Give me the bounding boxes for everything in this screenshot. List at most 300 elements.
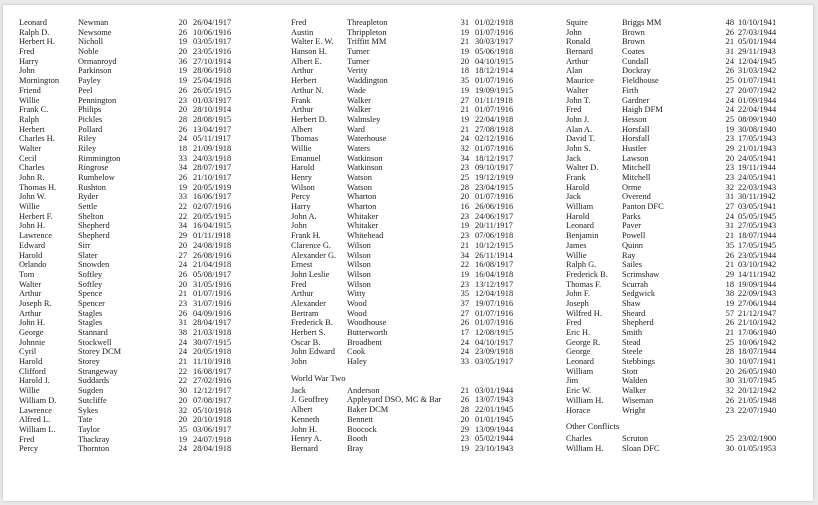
forename: Ralph bbox=[19, 114, 40, 124]
age: 22 bbox=[178, 366, 187, 376]
date-of-death: 18/07/1944 bbox=[738, 347, 777, 357]
age: 24 bbox=[178, 134, 187, 144]
name-entry bbox=[566, 405, 777, 416]
age: 26 bbox=[460, 395, 469, 405]
name-entry bbox=[566, 27, 777, 38]
age: 24 bbox=[725, 211, 734, 221]
name-entry bbox=[291, 95, 513, 106]
surname: Wilson bbox=[347, 250, 371, 260]
age: 33 bbox=[178, 192, 187, 202]
surname: Pickles bbox=[78, 114, 103, 124]
surname: Brown bbox=[622, 37, 645, 47]
surname: Haigh DFM bbox=[622, 105, 663, 115]
date-of-death: 01/07/1916 bbox=[475, 27, 514, 37]
surname: Stagles bbox=[78, 308, 103, 318]
date-of-death: 22/04/1944 bbox=[738, 105, 777, 115]
name-entry bbox=[291, 357, 514, 367]
name-entry bbox=[291, 279, 514, 290]
forename: Alan A. bbox=[566, 124, 593, 134]
date-of-death: 04/10/1915 bbox=[475, 56, 514, 66]
age: 24 bbox=[725, 105, 734, 115]
date-of-death: 03/10/1942 bbox=[738, 260, 777, 270]
surname: Baker DCM bbox=[347, 405, 389, 415]
surname: Wood bbox=[347, 298, 367, 308]
name-entry bbox=[566, 434, 777, 444]
date-of-death: 25/04/1918 bbox=[193, 76, 232, 86]
date-of-death: 19/09/1915 bbox=[475, 85, 514, 95]
date-of-death: 10/12/1915 bbox=[475, 240, 514, 250]
surname: Hustler bbox=[622, 143, 647, 153]
date-of-death: 05/06/1918 bbox=[475, 47, 514, 57]
date-of-death: 26/05/1915 bbox=[193, 85, 232, 95]
age: 26 bbox=[178, 27, 187, 37]
date-of-death: 26/05/1940 bbox=[738, 366, 777, 376]
age: 34 bbox=[178, 221, 187, 231]
surname: Walker bbox=[622, 386, 646, 396]
forename: William L. bbox=[19, 424, 56, 434]
age: 21 bbox=[725, 231, 734, 241]
forename: Fred bbox=[566, 318, 582, 328]
age: 27 bbox=[178, 250, 187, 260]
name-entry bbox=[291, 182, 514, 193]
surname: Witty bbox=[347, 289, 366, 299]
forename: Charles bbox=[566, 434, 592, 444]
surname: Wilson bbox=[347, 279, 371, 289]
forename: Cecil bbox=[19, 153, 37, 163]
surname: Steele bbox=[622, 347, 643, 357]
date-of-death: 27/08/1918 bbox=[475, 124, 514, 134]
surname: Wilson bbox=[347, 260, 371, 270]
age: 21 bbox=[178, 289, 187, 299]
forename: William H. bbox=[566, 395, 604, 405]
date-of-death: 03/05/1917 bbox=[475, 357, 514, 367]
date-of-death: 21/01/1943 bbox=[738, 143, 777, 153]
surname: Payley bbox=[78, 76, 101, 86]
forename: Harold bbox=[19, 250, 43, 260]
age: 21 bbox=[725, 328, 734, 337]
name-entry bbox=[291, 308, 514, 319]
age: 19 bbox=[460, 47, 469, 57]
forename: Thomas F. bbox=[566, 279, 602, 289]
name-entry bbox=[566, 298, 777, 309]
forename: Willie bbox=[19, 95, 40, 105]
age: 24 bbox=[725, 56, 734, 66]
date-of-death: 20/12/1942 bbox=[738, 386, 777, 396]
forename: John Leslie bbox=[291, 269, 330, 279]
forename: Arthur bbox=[566, 56, 589, 66]
surname: Boocock bbox=[347, 424, 377, 434]
forename: Harry bbox=[19, 56, 39, 66]
date-of-death: 17/05/1945 bbox=[738, 240, 777, 250]
name-entry bbox=[566, 308, 777, 319]
surname: Ringrose bbox=[78, 163, 109, 173]
age: 32 bbox=[725, 386, 734, 396]
surname: Whitaker bbox=[347, 211, 379, 221]
date-of-death: 05/05/1945 bbox=[738, 211, 777, 221]
date-of-death: 05/01/1944 bbox=[738, 37, 777, 47]
surname: Lawson bbox=[622, 153, 649, 163]
forename: Jack bbox=[566, 192, 581, 202]
age: 33 bbox=[460, 357, 469, 367]
surname: Riley bbox=[78, 143, 97, 153]
forename: Jack bbox=[291, 385, 306, 395]
date-of-death: 27/10/1914 bbox=[193, 56, 232, 66]
date-of-death: 26/06/1916 bbox=[475, 202, 514, 212]
surname: Wharton bbox=[347, 192, 377, 202]
age: 26 bbox=[725, 250, 734, 260]
age: 19 bbox=[178, 434, 187, 444]
date-of-death: 16/06/1917 bbox=[193, 192, 232, 202]
age: 19 bbox=[460, 269, 469, 279]
name-entry bbox=[566, 231, 777, 241]
date-of-death: 12/04/1918 bbox=[475, 289, 514, 299]
age: 27 bbox=[725, 202, 734, 212]
surname: Panton DFC bbox=[622, 202, 664, 212]
date-of-death: 21/10/1917 bbox=[193, 173, 232, 182]
surname: Sheard bbox=[622, 308, 646, 318]
age: 33 bbox=[178, 153, 187, 163]
surname: Woodhouse bbox=[347, 318, 387, 328]
forename: Charles bbox=[19, 163, 45, 173]
surname: Spence bbox=[78, 289, 103, 299]
date-of-death: 23/10/1943 bbox=[475, 443, 514, 453]
forename: Fred bbox=[291, 18, 307, 27]
forename: Herbert bbox=[291, 76, 317, 86]
date-of-death: 23/05/1944 bbox=[738, 250, 777, 260]
surname: Sloan DFC bbox=[622, 443, 660, 453]
forename: Frederick B. bbox=[566, 269, 608, 279]
surname: Sugden bbox=[78, 386, 104, 396]
date-of-death: 21/10/1942 bbox=[738, 318, 777, 328]
date-of-death: 12/12/1917 bbox=[193, 386, 232, 396]
surname: Overend bbox=[622, 192, 651, 202]
ww2-names-continued bbox=[566, 18, 777, 415]
date-of-death: 23/09/1918 bbox=[475, 347, 514, 357]
date-of-death: 18/12/1917 bbox=[475, 153, 514, 163]
age: 19 bbox=[460, 221, 469, 231]
date-of-death: 19/07/1916 bbox=[475, 298, 514, 308]
date-of-death: 16/04/1918 bbox=[475, 269, 514, 279]
forename: Harry bbox=[291, 202, 311, 212]
date-of-death: 31/07/1945 bbox=[738, 376, 777, 386]
age: 30 bbox=[725, 357, 734, 367]
date-of-death: 04/09/1916 bbox=[193, 308, 232, 318]
age: 34 bbox=[460, 250, 469, 260]
name-entry bbox=[291, 114, 514, 125]
date-of-death: 01/05/1953 bbox=[738, 443, 777, 453]
date-of-death: 27/02/1916 bbox=[193, 376, 232, 386]
age: 28 bbox=[460, 182, 469, 192]
forename: Herbert F. bbox=[19, 211, 53, 221]
surname: Sirr bbox=[78, 240, 91, 250]
surname: Mitchell bbox=[622, 173, 651, 182]
surname: Waterhouse bbox=[347, 134, 387, 144]
surname: Riley bbox=[78, 134, 97, 144]
surname: Fieldhouse bbox=[622, 76, 659, 86]
surname: Taylor bbox=[78, 424, 100, 434]
date-of-death: 22/09/1943 bbox=[738, 289, 777, 299]
date-of-death: 18/12/1914 bbox=[475, 66, 514, 76]
surname: Scruton bbox=[622, 434, 649, 444]
name-entry bbox=[566, 211, 777, 222]
name-entry bbox=[566, 250, 777, 261]
surname: Paver bbox=[622, 221, 642, 231]
name-entry bbox=[291, 134, 514, 144]
name-entry bbox=[566, 202, 777, 212]
surname: Sykes bbox=[78, 405, 99, 415]
forename: Clifford bbox=[19, 366, 46, 376]
age: 17 bbox=[460, 328, 469, 337]
date-of-death: 17/05/1943 bbox=[738, 134, 777, 144]
forename: Leonard bbox=[566, 221, 594, 231]
date-of-death: 13/09/1944 bbox=[475, 424, 514, 434]
date-of-death: 23/02/1900 bbox=[738, 434, 777, 444]
forename: Harold bbox=[566, 211, 590, 221]
section-heading-world-war-two: World War Two bbox=[291, 372, 346, 383]
forename: Jack bbox=[566, 153, 581, 163]
surname: Quinn bbox=[622, 240, 643, 250]
age: 32 bbox=[178, 405, 187, 415]
forename: Lawrence bbox=[19, 231, 53, 241]
name-entry bbox=[291, 395, 514, 405]
forename: Herbert bbox=[19, 124, 45, 134]
forename: Henry A. bbox=[291, 434, 322, 444]
name-entry bbox=[291, 37, 514, 47]
age: 19 bbox=[178, 66, 187, 76]
forename: John Edward bbox=[291, 347, 335, 357]
name-entry bbox=[291, 202, 514, 212]
age: 23 bbox=[178, 95, 187, 105]
forename: Alan bbox=[566, 66, 583, 76]
name-entry bbox=[291, 56, 514, 67]
forename: Albert bbox=[291, 124, 313, 134]
forename: Charles H. bbox=[19, 134, 55, 144]
name-entry bbox=[566, 279, 777, 290]
age: 31 bbox=[460, 18, 469, 27]
forename: Squire bbox=[566, 18, 588, 27]
age: 35 bbox=[460, 289, 469, 299]
forename: William D. bbox=[19, 395, 57, 405]
date-of-death: 13/12/1917 bbox=[475, 279, 514, 289]
date-of-death: 19/12/1919 bbox=[475, 173, 514, 182]
age: 31 bbox=[725, 192, 734, 202]
age: 26 bbox=[178, 85, 187, 95]
surname: Hesson bbox=[622, 114, 647, 124]
forename: Thomas H. bbox=[19, 182, 57, 192]
surname: Rushton bbox=[78, 182, 106, 192]
forename: Albert bbox=[291, 405, 313, 415]
surname: Storey bbox=[78, 357, 100, 367]
name-entry bbox=[291, 163, 514, 173]
age: 29 bbox=[725, 143, 734, 153]
forename: Arthur bbox=[291, 289, 314, 299]
age: 21 bbox=[460, 105, 469, 115]
age: 21 bbox=[460, 385, 469, 395]
surname: Softley bbox=[78, 279, 103, 289]
age: 22 bbox=[178, 202, 187, 212]
age: 20 bbox=[725, 153, 734, 163]
name-entry bbox=[291, 221, 513, 231]
ww2-names bbox=[291, 385, 514, 454]
surname: Suddards bbox=[78, 376, 110, 386]
forename: Arthur N. bbox=[291, 85, 324, 95]
surname: Gardner bbox=[622, 95, 650, 105]
forename: John bbox=[291, 357, 307, 367]
forename: Willie bbox=[19, 386, 40, 396]
forename: Harold bbox=[566, 182, 590, 192]
date-of-death: 01/07/1916 bbox=[475, 143, 514, 153]
age: 24 bbox=[460, 347, 469, 357]
age: 26 bbox=[725, 395, 734, 405]
date-of-death: 10/07/1941 bbox=[738, 357, 777, 367]
forename: Edward bbox=[19, 240, 46, 250]
column-2 bbox=[291, 18, 514, 454]
surname: Verity bbox=[347, 66, 368, 76]
age: 25 bbox=[725, 76, 734, 86]
forename: Friend bbox=[19, 85, 41, 95]
date-of-death: 18/07/1944 bbox=[738, 231, 777, 241]
forename: John A. bbox=[291, 211, 317, 221]
age: 23 bbox=[460, 279, 469, 289]
forename: Frank C. bbox=[19, 105, 49, 115]
forename: John T. bbox=[566, 95, 591, 105]
forename: Mornington bbox=[19, 76, 60, 86]
date-of-death: 17/06/1940 bbox=[738, 328, 777, 337]
age: 32 bbox=[460, 143, 469, 153]
surname: Shelton bbox=[78, 211, 104, 221]
surname: Bray bbox=[347, 443, 364, 453]
age: 19 bbox=[460, 114, 469, 124]
name-entry bbox=[291, 434, 514, 444]
name-entry bbox=[291, 424, 514, 435]
age: 20 bbox=[178, 395, 187, 405]
forename: George R. bbox=[566, 337, 601, 347]
date-of-death: 24/05/1941 bbox=[738, 173, 777, 182]
name-entry bbox=[291, 298, 514, 309]
name-entry bbox=[291, 18, 514, 28]
surname: Threapleton bbox=[347, 18, 388, 27]
surname: Ormanroyd bbox=[78, 56, 117, 66]
surname: Haley bbox=[347, 357, 367, 367]
surname: Snowden bbox=[78, 260, 110, 270]
age: 26 bbox=[178, 124, 187, 134]
surname: Peel bbox=[78, 85, 93, 95]
forename: Ralph G. bbox=[566, 260, 597, 270]
date-of-death: 03/06/1917 bbox=[193, 424, 232, 434]
forename: Frank bbox=[566, 173, 586, 182]
forename: Jim bbox=[566, 376, 579, 386]
forename: Fred bbox=[566, 105, 582, 115]
forename: George bbox=[19, 328, 44, 337]
age: 38 bbox=[725, 289, 734, 299]
age: 23 bbox=[725, 173, 734, 182]
age: 23 bbox=[725, 163, 734, 173]
age: 30 bbox=[725, 376, 734, 386]
age: 24 bbox=[460, 134, 469, 144]
surname: Noble bbox=[78, 47, 99, 57]
age: 22 bbox=[178, 376, 187, 386]
date-of-death: 13/04/1917 bbox=[193, 124, 232, 134]
forename: Harold bbox=[19, 357, 43, 367]
date-of-death: 31/03/1942 bbox=[738, 66, 777, 76]
date-of-death: 19/09/1944 bbox=[738, 279, 777, 289]
surname: Newman bbox=[78, 18, 109, 27]
age: 35 bbox=[178, 424, 187, 434]
age: 24 bbox=[178, 337, 187, 347]
age: 20 bbox=[178, 279, 187, 289]
name-entry bbox=[566, 105, 777, 115]
name-entry bbox=[291, 405, 514, 415]
name-entry bbox=[566, 76, 777, 86]
name-entry bbox=[566, 337, 777, 348]
age: 28 bbox=[178, 114, 187, 124]
age: 19 bbox=[725, 124, 734, 134]
surname: Nicholl bbox=[78, 37, 104, 47]
surname: Wilson bbox=[347, 269, 371, 279]
date-of-death: 28/10/1914 bbox=[193, 105, 232, 115]
forename: Frederick B. bbox=[291, 318, 333, 328]
forename: Hanson H. bbox=[291, 47, 327, 57]
forename: George bbox=[566, 347, 591, 357]
age: 21 bbox=[725, 37, 734, 47]
age: 34 bbox=[178, 163, 187, 173]
age: 29 bbox=[460, 424, 469, 434]
name-entry bbox=[291, 337, 514, 348]
age: 19 bbox=[178, 182, 187, 192]
surname: Scurrah bbox=[622, 279, 649, 289]
surname: Turner bbox=[347, 56, 370, 66]
date-of-death: 05/11/1917 bbox=[193, 134, 231, 144]
date-of-death: 12/08/1915 bbox=[475, 328, 514, 337]
age: 16 bbox=[460, 202, 469, 212]
surname: Watkinson bbox=[347, 163, 383, 173]
date-of-death: 26/11/1914 bbox=[475, 250, 513, 260]
name-entry bbox=[291, 85, 514, 96]
surname: Tate bbox=[78, 415, 93, 425]
age: 23 bbox=[460, 231, 469, 241]
forename: John bbox=[291, 221, 307, 231]
surname: Philips bbox=[78, 105, 102, 115]
name-entry bbox=[566, 95, 777, 106]
surname: Scrimshaw bbox=[622, 269, 660, 279]
forename: Herbert D. bbox=[291, 114, 327, 124]
date-of-death: 24/06/1917 bbox=[475, 211, 514, 221]
forename: John W. bbox=[19, 192, 46, 202]
date-of-death: 21/03/1918 bbox=[193, 328, 232, 337]
surname: Booth bbox=[347, 434, 368, 444]
forename: Fred bbox=[19, 47, 35, 57]
date-of-death: 11/10/1918 bbox=[193, 357, 231, 367]
name-entry bbox=[566, 357, 777, 367]
forename: John bbox=[566, 27, 582, 37]
surname: Ryder bbox=[78, 192, 99, 202]
surname: Anderson bbox=[347, 385, 380, 395]
forename: John H. bbox=[19, 318, 46, 328]
date-of-death: 01/11/1918 bbox=[193, 231, 231, 241]
date-of-death: 13/07/1943 bbox=[475, 395, 514, 405]
forename: William H. bbox=[566, 443, 604, 453]
date-of-death: 10/06/1942 bbox=[738, 337, 777, 347]
forename: Bertram bbox=[291, 308, 319, 318]
name-entry bbox=[291, 347, 514, 357]
name-entry bbox=[291, 240, 514, 251]
surname: Wiseman bbox=[622, 395, 654, 405]
surname: Briggs MM bbox=[622, 18, 662, 27]
name-entry bbox=[291, 192, 514, 202]
surname: Stagles bbox=[78, 318, 103, 328]
section-heading-other-conflicts: Other Conflicts bbox=[566, 421, 620, 432]
forename: Willie bbox=[291, 143, 312, 153]
